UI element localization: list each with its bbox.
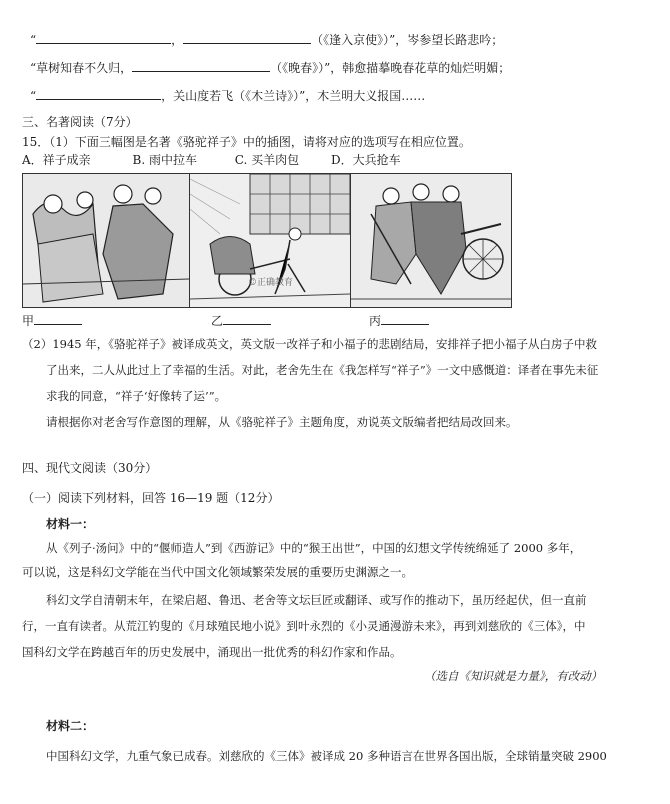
q15-2-line-4: 请根据你对老舍写作意图的理解，从《骆驼祥子》主题角度，劝说英文版编者把结局改回来。: [46, 415, 518, 429]
material-1-para-2-line-2: 行，一直有读者。从荒江钓叟的《月球殖民地小说》到叶永烈的《小灵通漫游未来》，再到刘慈欣的《三体》，中: [22, 619, 586, 633]
poem-line-1: “ ， （《逢入京使》）”，岑参望长路悲吟；: [30, 33, 504, 47]
q15-2-line-3: 求我的同意，“祥子‘好像转了运’”。: [46, 389, 227, 403]
answer-blank[interactable]: [34, 313, 82, 325]
label-yi: 乙: [211, 314, 224, 328]
label-jia: 甲: [22, 314, 35, 328]
answer-blank[interactable]: [183, 32, 311, 44]
poem-line-3: “ ，关山度若飞（《木兰诗》）”，木兰明大义报国……: [30, 89, 426, 103]
answer-blank[interactable]: [381, 313, 429, 325]
q15-2-line-1: （2）1945 年，《骆驼祥子》被译成英文，英文版一改祥子和小福子的悲剧结局，安排祥子把小福子从白房子中救: [22, 337, 597, 351]
question-15: 15．（1）下面三幅图是名著《骆驼祥子》中的插图，请将对应的选项写在相应位置。: [22, 135, 471, 149]
material-1-source: （选自《知识就是力量》，有改动）: [424, 669, 603, 683]
answer-blank[interactable]: [36, 32, 171, 44]
material-1-para-1-line-1: 从《列子·汤问》中的“偃师造人”到《西游记》中的“猴王出世”，中国的幻想文学传统绵延了 2000 多年，: [46, 541, 582, 555]
option-b: B. 雨中拉车: [132, 153, 197, 167]
poem-line-2: “草树知春不久归， （《晚春》）”，韩愈描摹晚春花草的灿烂明媚；: [30, 61, 511, 75]
answer-blank[interactable]: [223, 313, 271, 325]
label-bing: 丙: [369, 314, 382, 328]
option-d: D．大兵抢车: [331, 153, 401, 167]
material-1-title: 材料一：: [46, 517, 95, 531]
option-c: C. 买羊肉包: [234, 153, 300, 167]
material-2-title: 材料二：: [46, 719, 95, 733]
option-a: A．祥子成亲: [22, 153, 91, 167]
answer-yi: [211, 313, 271, 329]
watermark: ©正确教育: [248, 278, 294, 288]
answer-bing: [369, 313, 429, 329]
answer-blank[interactable]: [132, 60, 270, 72]
section-title: 三、名著阅读（7分）: [22, 115, 138, 129]
material-1-para-2-line-3: 国科幻文学在跨越百年的历史发展中，涌现出一批优秀的科幻作家和作品。: [22, 645, 402, 659]
options-row: [22, 152, 401, 168]
q15-2-line-2: 了出来，二人从此过上了幸福的生活。对此，老舍先生在《我怎样写“祥子”》一文中感慨道：译者在事先未征: [46, 363, 599, 377]
material-2-para-1-line-1: 中国科幻文学，九重气象已成春。刘慈欣的《三体》被译成 20 多种语言在世界各国出版，全球销量突破 2900: [46, 749, 607, 763]
illustration-jia: [22, 173, 190, 308]
answer-jia: [22, 313, 82, 329]
illustration-yi: [189, 173, 351, 308]
answer-blank[interactable]: [36, 88, 161, 100]
section-title: 四、现代文阅读（30分）: [22, 461, 158, 475]
illustration-bing: [350, 173, 512, 308]
subsection-title: （一）阅读下列材料，回答 16—19 题（12分）: [22, 491, 280, 505]
material-1-para-2-line-1: 科幻文学自清朝末年，在梁启超、鲁迅、老舍等文坛巨匠或翻译、或写作的推动下，虽历经起伏，但一直前: [46, 593, 587, 607]
material-1-para-1-line-2: 可以说，这是科幻文学能在当代中国文化领域繁荣发展的重要历史渊源之一。: [22, 565, 413, 579]
